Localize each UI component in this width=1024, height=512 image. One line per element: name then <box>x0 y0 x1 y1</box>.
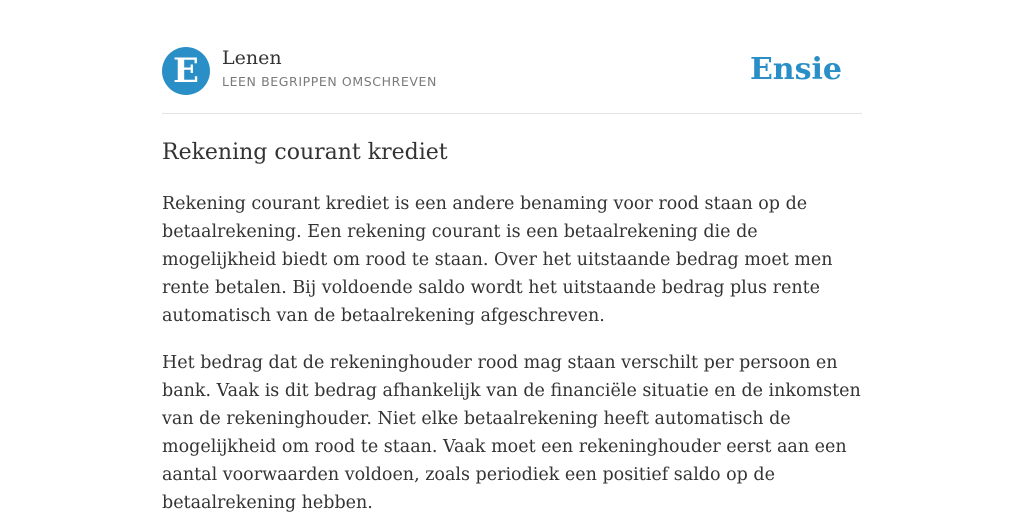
brand-logo[interactable]: Ensie <box>749 52 842 87</box>
paragraph: Rekening courant krediet is een andere benaming voor rood staan op de betaalrekening. Een rekening courant is een betaalrekening die de mogelijkheid biedt om rood te staan. Over het uitstaande bedrag moet men rente betalen. Bij voldoende saldo wordt het uitstaande bedrag plus rente automatisch van de betaalrekening afgeschreven. <box>162 194 833 326</box>
header-divider <box>162 113 862 114</box>
header <box>162 45 862 113</box>
article-body <box>162 190 862 512</box>
site-title[interactable]: Lenen <box>222 47 282 69</box>
site-logo[interactable] <box>162 47 210 95</box>
article-title: Rekening courant krediet <box>162 140 448 165</box>
paragraph: Het bedrag dat de rekeninghouder rood mag staan verschilt per persoon en bank. Vaak is dit bedrag afhankelijk van de financiële situatie en de inkomsten van de rekeninghouder. Niet elke betaalrekening heeft automatisch de mogelijkheid om rood te staan. Vaak moet een rekeninghouder eerst aan een aantal voorwaarden voldoen, zoals periodiek een positief saldo op de betaalrekening hebben. <box>162 353 861 512</box>
site-subtitle: LEEN BEGRIPPEN OMSCHREVEN <box>222 74 437 89</box>
logo-letter: E <box>173 51 199 91</box>
